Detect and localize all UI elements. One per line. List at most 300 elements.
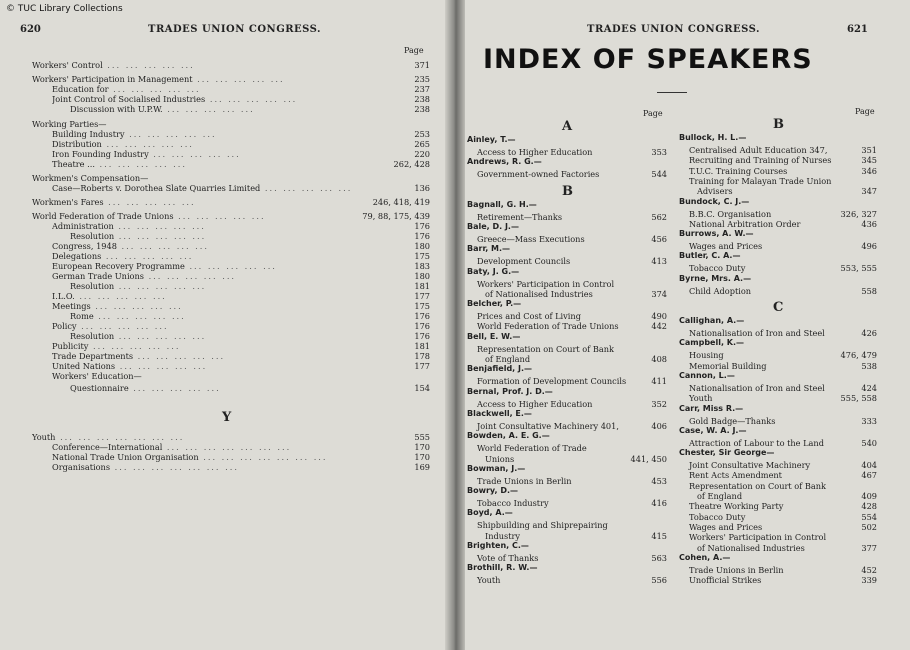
speech-page: 411	[651, 376, 667, 387]
speech-topic-text: Greece—Mass Executions	[477, 233, 585, 244]
index-entry-text: European Recovery Programme	[52, 261, 185, 271]
index-entry-text: Case—Roberts v. Dorothea Slate Quarries Limited	[52, 183, 261, 193]
index-entry-text: German Trade Unions	[52, 271, 144, 281]
speech-topic-text: Retirement—Thanks	[477, 211, 563, 222]
index-entry	[32, 60, 430, 70]
speaker-name: Campbell, K.—	[679, 338, 745, 348]
speech-topic-text: Nationalisation of Iron and Steel	[689, 328, 825, 338]
speech-page: 554	[861, 511, 877, 522]
index-entry	[52, 341, 430, 351]
speech-topic	[689, 481, 877, 491]
index-entry-text: Workmen's Compensation—	[32, 173, 149, 183]
speech-topic	[477, 147, 667, 157]
index-entry	[52, 139, 430, 149]
speech-topic-text: Unions	[485, 453, 515, 464]
index-entry	[52, 159, 430, 169]
index-entry-text: Delegations	[52, 251, 102, 261]
speech-page: 347	[861, 186, 877, 197]
index-entry-page: 176	[411, 331, 430, 341]
speech-topic	[689, 383, 877, 393]
speech-topic-text: Youth	[477, 575, 501, 586]
index-entry-text: Questionnaire	[70, 383, 129, 393]
index-entry	[32, 432, 430, 442]
speaker-name: Barr, M.—	[467, 244, 511, 254]
index-entry	[32, 173, 430, 183]
speech-topic-text: of Nationalised Industries	[697, 542, 805, 553]
index-entry-text: Joint Control of Socialised Industries	[52, 94, 206, 104]
speech-page: 555, 558	[840, 393, 877, 404]
speech-page: 416	[651, 498, 667, 509]
dot-leader: ... ... ... ... ...	[74, 291, 167, 301]
speech-topic-text: Child Adoption	[689, 285, 752, 296]
speech-topic	[689, 532, 877, 542]
dot-leader: ... ... ... ... ... ... ...	[162, 442, 292, 452]
speech-page: 352	[651, 398, 667, 409]
index-entry-page: 181	[411, 341, 430, 351]
index-entry-page: 176	[411, 311, 430, 321]
speech-page: 452	[861, 564, 877, 575]
speech-topic-text: Training for Malayan Trade Union	[689, 175, 832, 186]
index-entry-page: 181	[411, 281, 430, 291]
speaker-name: Andrews, R. G.—	[467, 157, 542, 167]
title-rule	[657, 92, 687, 93]
speech-topic-text: Shipbuilding and Shiprepairing	[477, 520, 608, 531]
index-entry	[52, 351, 430, 361]
index-entry-page: 169	[411, 462, 430, 472]
dot-leader: ... ... ... ... ...	[143, 271, 237, 281]
index-entry-page: 220	[411, 149, 430, 159]
speech-page: 326, 327	[840, 208, 877, 219]
index-entry	[52, 301, 430, 311]
index-entry	[52, 452, 430, 462]
speech-topic	[689, 350, 877, 360]
speech-topic	[477, 279, 667, 289]
speech-topic-text: Formation of Development Councils	[477, 376, 627, 387]
index-entry	[52, 271, 430, 281]
speech-topic	[477, 234, 667, 244]
speech-topic-text: Tobacco Duty	[689, 263, 746, 274]
speech-page: 556	[651, 575, 667, 586]
index-entry	[52, 183, 430, 193]
index-entry-text: Working Parties—	[32, 119, 107, 129]
speech-topic	[477, 321, 667, 331]
dot-leader: ... ... ... ... ...	[260, 183, 353, 193]
speech-topic-text: National Arbitration Order	[689, 218, 801, 229]
speech-topic	[697, 543, 877, 553]
index-entry-page: 180	[411, 271, 430, 281]
speech-topic	[689, 219, 877, 229]
index-entry-text: Trade Departments	[52, 351, 134, 361]
index-entry	[70, 311, 430, 321]
speech-topic	[689, 263, 877, 273]
speech-page: 436	[861, 218, 877, 229]
speaker-name: Case, W. A. J.—	[679, 425, 747, 435]
dot-leader: ... ... ... ... ...	[184, 261, 277, 271]
speech-page: 339	[861, 575, 877, 586]
index-entry-text: World Federation of Trade Unions	[32, 211, 174, 221]
speech-topic	[477, 553, 667, 563]
speech-topic	[689, 522, 877, 532]
speech-page: 476, 479	[840, 350, 877, 361]
index-entry-text: Administration	[52, 221, 114, 231]
speaker-name: Boyd, A.—	[467, 508, 513, 518]
speaker-name: Bowden, A. E. G.—	[467, 431, 550, 441]
dot-leader: ... ... ... ... ...	[113, 221, 206, 231]
dot-leader: ... ... ... ... ...	[124, 129, 217, 139]
index-entry	[52, 462, 430, 472]
dot-leader: ... ... ... ... ...	[148, 149, 241, 159]
speech-topic-text: Theatre Working Party	[689, 501, 784, 512]
col2-page-header: Page	[855, 107, 875, 116]
index-entry	[52, 291, 430, 301]
col1-page-header: Page	[643, 109, 663, 118]
speech-topic	[689, 361, 877, 371]
index-entry-text: Workers' Control	[32, 60, 103, 70]
speech-topic-text: of England	[485, 354, 531, 364]
speech-topic	[689, 512, 877, 522]
speech-topic-text: Unofficial Strikes	[689, 575, 762, 586]
index-entry-text: Workers' Participation in Management	[32, 74, 193, 84]
speech-topic-text: Recruiting and Training of Nurses	[689, 155, 832, 166]
index-entry-page: 170	[411, 442, 430, 452]
speaker-name: Chester, Sir George—	[679, 448, 775, 458]
index-entry-page: 371	[411, 60, 430, 70]
index-entry-text: Rome	[70, 311, 94, 321]
speech-topic	[689, 565, 877, 575]
index-entry	[32, 197, 430, 207]
index-entry-text: Education for	[52, 84, 109, 94]
index-entry	[70, 331, 430, 341]
speech-page: 538	[861, 360, 877, 371]
speech-topic-text: Attraction of Labour to the Land	[689, 437, 824, 448]
speech-topic	[689, 286, 877, 296]
index-entry-text: Resolution	[70, 331, 115, 341]
speech-topic-text: Wages and Prices	[689, 521, 763, 532]
speech-topic-text: Workers' Participation in Control	[477, 278, 615, 289]
index-entry	[52, 221, 430, 231]
index-entry-page: 170	[411, 452, 430, 462]
dot-leader: ... ... ... ... ...	[76, 321, 169, 331]
index-entry	[70, 281, 430, 291]
speaker-name: Benjafield, J.—	[467, 364, 533, 374]
right-page-number: 621	[847, 24, 868, 35]
index-entry	[52, 149, 430, 159]
index-entry-page: 253	[411, 129, 430, 139]
speech-topic	[477, 311, 667, 321]
dot-leader: ... ... ... ... ...	[94, 159, 187, 169]
section-letter-a: A	[562, 119, 573, 134]
index-entry-text: Discussion with U.P.W.	[70, 104, 163, 114]
index-entry-page: 262, 428	[391, 159, 430, 169]
speech-topic-text: Access to Higher Education	[477, 398, 593, 409]
speech-page: 408	[651, 354, 667, 364]
speaker-name: Bowman, J.—	[467, 463, 526, 473]
index-entry	[70, 231, 430, 241]
section-letter-b: B	[562, 183, 573, 199]
dot-leader: ... ... ... ... ...	[90, 301, 183, 311]
speech-topic	[689, 155, 877, 165]
speech-topic-text: Development Councils	[477, 256, 571, 267]
index-entry-page: 265	[411, 139, 430, 149]
index-entry-page: 154	[411, 383, 430, 393]
speech-topic	[485, 454, 667, 464]
index-entry-page: 237	[411, 84, 430, 94]
index-entry-text: Theatre ...	[52, 159, 95, 169]
speech-topic-text: B.B.C. Organisation	[689, 208, 772, 219]
speech-page: 404	[861, 460, 877, 471]
dot-leader: ... ... ... ... ...	[102, 60, 195, 70]
index-entry-page: 175	[411, 251, 430, 261]
left-page-header: Page	[404, 46, 424, 55]
speech-topic-text: Tobacco Industry	[477, 498, 549, 509]
speaker-name: Bell, E. W.—	[467, 331, 521, 341]
dot-leader: ... ... ... ... ...	[88, 341, 181, 351]
speech-topic-text: Prices and Cost of Living	[477, 311, 581, 322]
speech-page: 490	[651, 311, 667, 322]
index-entry	[52, 251, 430, 261]
speech-page: 558	[861, 285, 877, 296]
speaker-name: Butler, C. A.—	[679, 251, 741, 261]
speaker-name: Blackwell, E.—	[467, 408, 532, 418]
dot-leader: ... ... ... ... ...	[115, 361, 208, 371]
index-entry-text: Workers' Education—	[52, 371, 142, 381]
speech-page: 441, 450	[630, 453, 667, 464]
speech-topic	[477, 399, 667, 409]
speech-topic-text: World Federation of Trade	[477, 443, 587, 454]
speech-topic-text: Access to Higher Education	[477, 147, 593, 157]
index-entry	[32, 211, 430, 221]
dot-leader: ... ... ... ... ...	[173, 211, 266, 221]
index-entry-text: Congress, 1948	[52, 241, 117, 251]
speech-topic-text: Centralised Adult Education 347,	[689, 145, 828, 155]
dot-leader: ... ... ... ... ... ... ...	[55, 432, 185, 442]
speech-topic	[477, 256, 667, 266]
speech-page: 442	[651, 321, 667, 332]
speech-topic	[689, 209, 877, 219]
speech-topic	[477, 212, 667, 222]
speech-page: 562	[651, 211, 667, 222]
speech-topic	[477, 498, 667, 508]
speech-topic-text: Workers' Participation in Control	[689, 532, 827, 543]
speech-page: 415	[651, 530, 667, 541]
index-entry-text: Distribution	[52, 139, 102, 149]
index-entry-text: National Trade Union Organisation	[52, 452, 199, 462]
speech-topic-text: Rent Acts Amendment	[689, 470, 782, 481]
speech-topic-text: Advisers	[697, 186, 733, 197]
index-entry	[52, 371, 430, 381]
index-entry-page: 176	[411, 231, 430, 241]
speech-topic-text: of Nationalised Industries	[485, 288, 593, 299]
index-entry-page: 180	[411, 241, 430, 251]
speech-page: 502	[861, 521, 877, 532]
speech-page: 406	[651, 420, 667, 431]
speech-topic	[697, 491, 877, 501]
speech-page: 496	[861, 241, 877, 252]
speaker-name: Byrne, Mrs. A.—	[679, 273, 752, 283]
speech-topic	[477, 520, 667, 530]
index-entry-text: Publicity	[52, 341, 89, 351]
speech-topic-text: Youth	[689, 393, 713, 404]
index-entry-text: Iron Founding Industry	[52, 149, 149, 159]
index-entry-text: Youth	[32, 432, 56, 442]
index-entry-page: 177	[411, 361, 430, 371]
speech-page: 374	[651, 288, 667, 299]
speech-page: 377	[861, 542, 877, 553]
index-entry-page: 176	[411, 321, 430, 331]
speech-topic	[689, 166, 877, 176]
index-entry	[52, 94, 430, 104]
index-entry-text: Meetings	[52, 301, 91, 311]
speech-topic	[689, 470, 877, 480]
index-entry	[52, 442, 430, 452]
speech-page: 345	[861, 155, 877, 166]
index-entry-text: Workmen's Fares	[32, 197, 104, 207]
speech-topic-text: Industry	[485, 530, 521, 541]
speech-topic	[477, 376, 667, 386]
dot-leader: ... ... ... ... ...	[162, 104, 255, 114]
dot-leader: ... ... ... ... ...	[114, 231, 207, 241]
speech-topic-text: Representation on Court of Bank	[689, 480, 826, 491]
dot-leader: ... ... ... ... ... ... ...	[110, 462, 239, 472]
speech-topic-text: Wages and Prices	[689, 241, 763, 252]
speech-topic	[689, 241, 877, 251]
index-entry-text: Organisations	[52, 462, 111, 472]
speech-page: 540	[861, 437, 877, 448]
speech-topic	[689, 575, 877, 585]
index-entry	[70, 104, 430, 114]
speaker-name: Burrows, A. W.—	[679, 229, 754, 239]
index-entry-page: 238	[411, 94, 430, 104]
left-page	[0, 0, 445, 650]
speech-topic	[485, 289, 667, 299]
speaker-name: Belcher, P.—	[467, 299, 522, 309]
index-entry	[52, 361, 430, 371]
index-entry-text: Building Industry	[52, 129, 125, 139]
index-entry-page: 175	[411, 301, 430, 311]
speech-topic	[689, 438, 877, 448]
index-entry-text: Resolution	[70, 281, 115, 291]
index-entry	[52, 321, 430, 331]
speech-topic	[477, 443, 667, 453]
speech-topic	[689, 145, 877, 155]
speech-topic-text: Trade Unions in Berlin	[689, 564, 784, 575]
index-entry-page: 246, 418, 419	[370, 197, 430, 207]
dot-leader: ... ... ... ... ... ... ...	[198, 452, 328, 462]
dot-leader: ... ... ... ... ...	[101, 251, 194, 261]
index-entry	[32, 119, 430, 129]
dot-leader: ... ... ... ... ...	[114, 331, 207, 341]
speaker-name: Brothill, R. W.—	[467, 563, 538, 573]
dot-leader: ... ... ... ... ...	[114, 281, 207, 291]
index-entry-text: United Nations	[52, 361, 116, 371]
speech-page: 563	[651, 553, 667, 563]
speech-page: 544	[651, 169, 667, 180]
speech-topic	[689, 416, 877, 426]
index-entry-page: 555	[411, 432, 430, 442]
speech-page: 424	[861, 382, 877, 393]
index-entry-text: Resolution	[70, 231, 115, 241]
speech-page: 346	[861, 165, 877, 176]
speech-topic	[689, 328, 877, 338]
speaker-name: Bullock, H. L.—	[679, 133, 747, 142]
index-title: INDEX OF SPEAKERS	[483, 44, 813, 75]
index-entry-text: I.L.O.	[52, 291, 75, 301]
speech-page: 467	[861, 470, 877, 481]
section-letter-b: B	[773, 117, 784, 132]
index-entry-text: Policy	[52, 321, 77, 331]
speech-page: 333	[861, 415, 877, 426]
index-entry-page: 136	[411, 183, 430, 193]
speech-page: 426	[861, 328, 877, 338]
dot-leader: ... ... ... ... ...	[101, 139, 194, 149]
speech-topic-text: Joint Consultative Machinery	[689, 460, 811, 471]
dot-leader: ... ... ... ... ...	[128, 383, 221, 393]
speech-topic-text: Housing	[689, 350, 724, 361]
speech-topic-text: Trade Unions in Berlin	[477, 475, 572, 486]
index-entry-page: 79, 88, 175, 439	[359, 211, 430, 221]
index-entry	[52, 261, 430, 271]
index-entry	[32, 74, 430, 84]
speech-topic-text: Representation on Court of Bank	[477, 343, 614, 354]
speech-topic-text: Tobacco Duty	[689, 511, 746, 522]
dot-leader: ... ... ... ... ...	[192, 74, 285, 84]
index-entry-page: 183	[411, 261, 430, 271]
speech-topic-text: Government-owned Factories	[477, 169, 600, 180]
index-entry-page: 235	[411, 74, 430, 84]
speaker-name: Bundock, C. J.—	[679, 196, 750, 206]
speaker-name: Cohen, A.—	[679, 552, 731, 562]
speaker-name: Bale, D. J.—	[467, 221, 519, 231]
speaker-name: Bernal, Prof. J. D.—	[467, 386, 553, 396]
speech-topic	[477, 575, 667, 585]
dot-leader: ... ... ... ... ...	[93, 311, 186, 321]
speech-topic-text: Gold Badge—Thanks	[689, 415, 776, 426]
book-gutter	[445, 0, 465, 650]
speech-topic	[697, 186, 877, 196]
speech-topic	[689, 501, 877, 511]
speech-topic	[689, 176, 877, 186]
speech-topic-text: T.U.C. Training Courses	[689, 165, 788, 176]
left-page-number: 620	[20, 24, 41, 35]
speech-page: 453	[651, 475, 667, 486]
section-letter-c: C	[773, 300, 784, 315]
index-entry-page: 177	[411, 291, 430, 301]
right-running-head: TRADES UNION CONGRESS.	[587, 24, 761, 35]
speech-topic-text: Nationalisation of Iron and Steel	[689, 382, 825, 393]
dot-leader: ... ... ... ... ...	[116, 241, 209, 251]
speech-topic	[477, 169, 667, 179]
index-entry	[70, 383, 430, 393]
speech-topic	[485, 531, 667, 541]
speaker-name: Bagnall, G. H.—	[467, 199, 537, 209]
speech-page: 353	[651, 147, 667, 157]
dot-leader: ... ... ... ... ...	[205, 94, 298, 104]
speaker-name: Callighan, A.—	[679, 316, 745, 325]
index-entry-page: 238	[411, 104, 430, 114]
speaker-name: Brighten, C.—	[467, 541, 529, 550]
speech-page: 351	[861, 145, 877, 155]
speech-page: 409	[861, 491, 877, 501]
speech-topic	[477, 344, 667, 354]
speech-topic	[477, 421, 667, 431]
speech-topic-text: Vote of Thanks	[477, 553, 539, 563]
speech-topic-text: World Federation of Trade Unions	[477, 321, 619, 332]
index-entry-page: 176	[411, 221, 430, 231]
index-entry-text: Conference—International	[52, 442, 163, 452]
index-entry	[52, 84, 430, 94]
section-letter-y: Y	[222, 410, 232, 425]
speech-topic	[477, 476, 667, 486]
